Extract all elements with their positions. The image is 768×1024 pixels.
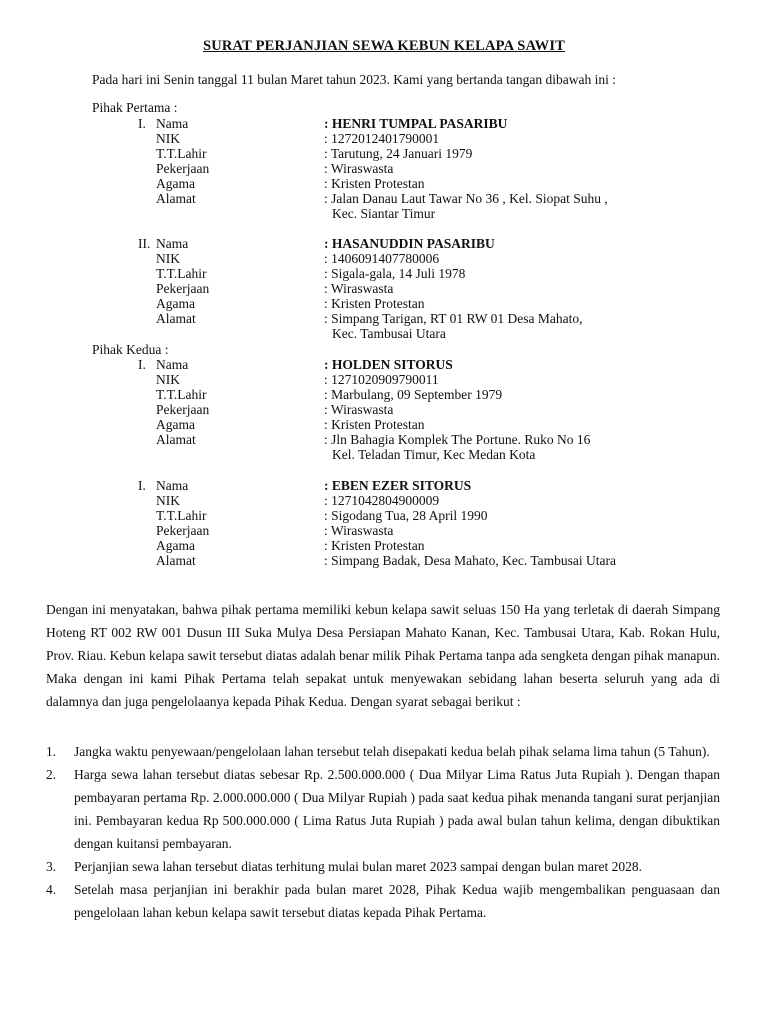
field-label-nik: NIK [156, 493, 180, 508]
field-label-ttl: T.T.Lahir [156, 387, 207, 402]
term-text: Setelah masa perjanjian ini berakhir pada bulan maret 2028, Pihak Kedua wajib mengembalikan penguasaan dan pengelolaan lahan kebun kelapa sawit tersebut diatas kepada Pihak Pertama. [74, 882, 720, 920]
list-item [46, 740, 720, 763]
field-value-alamat-cont: Kec. Siantar Timur [332, 206, 436, 221]
field-value-alamat: : Simpang Badak, Desa Mahato, Kec. Tambusai Utara [324, 553, 616, 568]
field-value-pekerjaan: : Wiraswasta [324, 281, 394, 296]
list-item [46, 878, 720, 924]
field-label-pekerjaan: Pekerjaan [156, 402, 210, 417]
field-value-alamat-cont: Kel. Teladan Timur, Kec Medan Kota [332, 447, 536, 462]
list-item [46, 763, 720, 855]
field-label-pekerjaan: Pekerjaan [156, 523, 210, 538]
field-label-ttl: T.T.Lahir [156, 508, 207, 523]
person-block-1 [0, 116, 768, 221]
field-value-ttl: : Marbulang, 09 September 1979 [324, 387, 503, 402]
field-label-nik: NIK [156, 372, 180, 387]
field-value-pekerjaan: : Wiraswasta [324, 523, 394, 538]
field-value-nik: : 1271020909790011 [324, 372, 439, 387]
field-value-nik: : 1406091407780006 [324, 251, 440, 266]
term-text: Jangka waktu penyewaan/pengelolaan lahan tersebut telah disepakati kedua belah pihak selama lima tahun (5 Tahun). [74, 744, 710, 759]
field-label-agama: Agama [156, 417, 195, 432]
agreement-paragraph: Dengan ini menyatakan, bahwa pihak pertama memiliki kebun kelapa sawit seluas 150 Ha yang terletak di daerah Simpang Hoteng RT 002 RW 001 Dusun III Suka Mulya Desa Persiapan Mahato Kanan, Kec. Tambusai Utara, Kab. Rokan Hulu, Prov. Riau. Kebun kelapa sawit tersebut diatas adalah benar milik Pihak Pertama tanpa ada sengketa dengan pihak manapun. Maka dengan ini kami Pihak Pertama telah sepakat untuk menyewakan sebidang lahan beserta seluruh yang ada di dalamnya dan juga pengelolaanya kepada Pihak Kedua. Dengan syarat sebagai berikut : [46, 602, 720, 709]
field-value-alamat: : Jalan Danau Laut Tawar No 36 , Kel. Siopat Suhu , [324, 191, 608, 206]
field-label-agama: Agama [156, 538, 195, 553]
field-label-alamat: Alamat [156, 191, 196, 206]
field-label-ttl: T.T.Lahir [156, 146, 207, 161]
field-label-nik: NIK [156, 131, 180, 146]
field-value-nama: : EBEN EZER SITORUS [324, 478, 472, 493]
field-label-ttl: T.T.Lahir [156, 266, 207, 281]
intro-line: Pada hari ini Senin tanggal 11 bulan Maret tahun 2023. Kami yang bertanda tangan dibawah ini : [92, 72, 616, 87]
term-number: 4. [46, 882, 57, 897]
document-title: SURAT PERJANJIAN SEWA KEBUN KELAPA SAWIT [202, 38, 566, 54]
party-second-label: Pihak Kedua : [92, 342, 169, 357]
term-number: 1. [46, 744, 57, 759]
field-value-ttl: : Sigodang Tua, 28 April 1990 [324, 508, 488, 523]
term-text: Perjanjian sewa lahan tersebut diatas terhitung mulai bulan maret 2023 sampai dengan bulan maret 2028. [74, 859, 642, 874]
field-value-ttl: : Sigala-gala, 14 Juli 1978 [324, 266, 466, 281]
field-label-alamat: Alamat [156, 553, 196, 568]
field-value-agama: : Kristen Protestan [324, 538, 425, 553]
field-value-nik: : 1272012401790001 [324, 131, 440, 146]
field-label-nama: Nama [156, 116, 189, 131]
field-value-alamat: : Jln Bahagia Komplek The Portune. Ruko No 16 [324, 432, 591, 447]
field-label-nama: Nama [156, 236, 189, 251]
field-value-agama: : Kristen Protestan [324, 176, 425, 191]
field-value-nama: : HASANUDDIN PASARIBU [324, 236, 495, 251]
field-label-pekerjaan: Pekerjaan [156, 161, 210, 176]
field-value-pekerjaan: : Wiraswasta [324, 402, 394, 417]
person-number: I. [138, 478, 146, 493]
field-value-agama: : Kristen Protestan [324, 296, 425, 311]
field-value-alamat-cont: Kec. Tambusai Utara [332, 326, 446, 341]
field-value-nama: : HOLDEN SITORUS [324, 357, 453, 372]
field-label-nama: Nama [156, 478, 189, 493]
field-value-pekerjaan: : Wiraswasta [324, 161, 394, 176]
person-number: II. [138, 236, 151, 251]
person-number: I. [138, 116, 146, 131]
field-value-nik: : 1271042804900009 [324, 493, 440, 508]
person-block-3 [0, 357, 768, 462]
field-value-agama: : Kristen Protestan [324, 417, 425, 432]
field-value-ttl: : Tarutung, 24 Januari 1979 [324, 146, 473, 161]
party-first-label: Pihak Pertama : [92, 100, 178, 115]
person-block-2 [0, 236, 768, 341]
field-label-agama: Agama [156, 176, 195, 191]
term-number: 3. [46, 859, 57, 874]
field-value-alamat: : Simpang Tarigan, RT 01 RW 01 Desa Mahato, [324, 311, 583, 326]
field-label-nama: Nama [156, 357, 189, 372]
person-number: I. [138, 357, 146, 372]
term-text: Harga sewa lahan tersebut diatas sebesar Rp. 2.500.000.000 ( Dua Milyar Lima Ratus Juta Rupiah ). Dengan thapan pembayaran pertama Rp. 2.000.000.000 ( Dua Milyar Rupiah ) pada saat kedua pihak menanda tangani surat perjanjian ini. Pembayaran kedua Rp 500.000.000 ( Lima Ratus Juta Rupiah ) pada awal bulan tahun kelima, dengan dibuktikan dengan kuitansi pembayaran. [74, 767, 720, 851]
field-label-agama: Agama [156, 296, 195, 311]
field-label-nik: NIK [156, 251, 180, 266]
field-label-alamat: Alamat [156, 311, 196, 326]
person-block-4 [0, 478, 768, 568]
terms-list [46, 740, 720, 924]
field-label-alamat: Alamat [156, 432, 196, 447]
list-item [46, 855, 720, 878]
field-value-nama: : HENRI TUMPAL PASARIBU [324, 116, 508, 131]
field-label-pekerjaan: Pekerjaan [156, 281, 210, 296]
term-number: 2. [46, 767, 57, 782]
